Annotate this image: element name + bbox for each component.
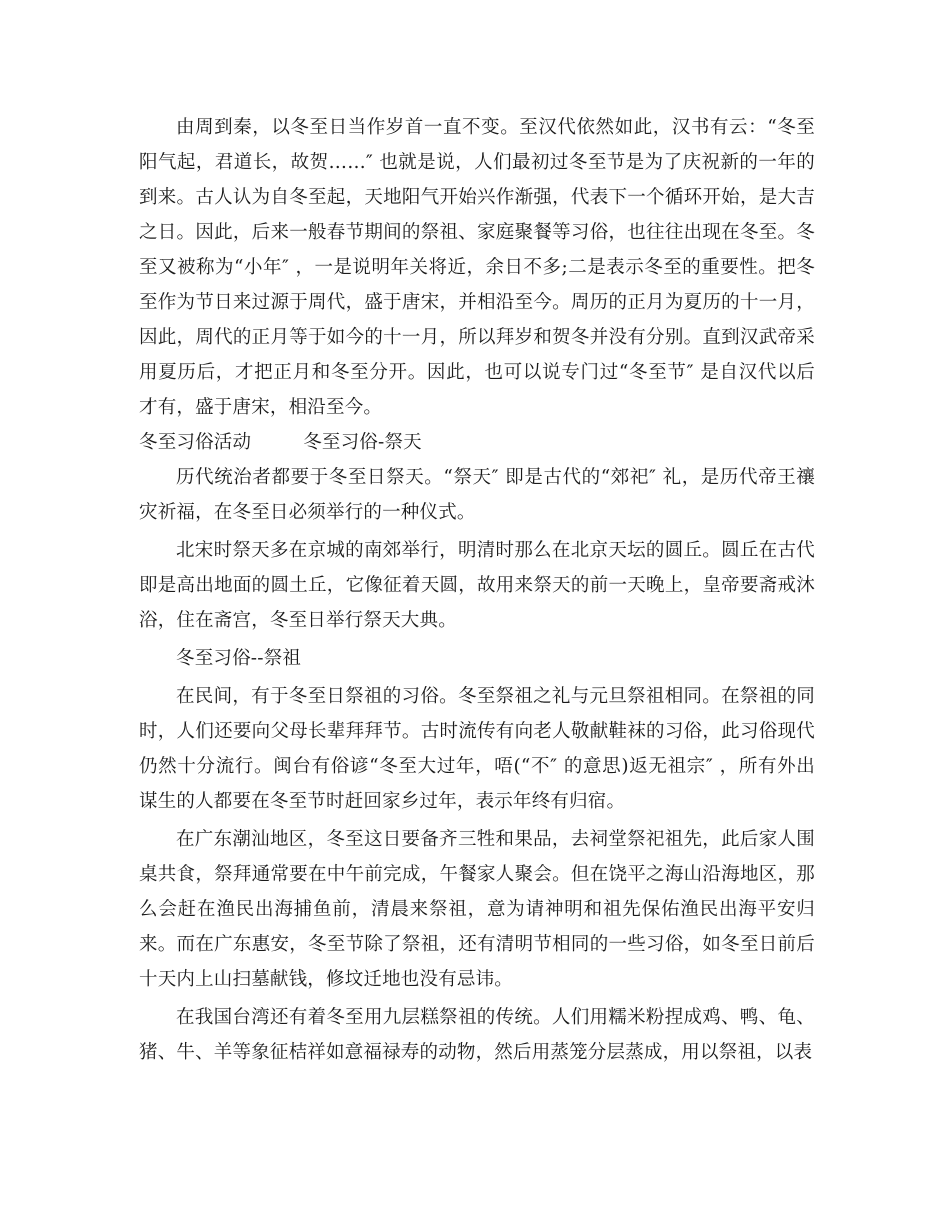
paragraph-northern-song: 北宋时祭天多在京城的南郊举行，明清时那么在北京天坛的圆丘。圆丘在古代即是高出地面的圆土丘，它像征着天圆，故用来祭天的前一天晚上，皇帝要斋戒沐浴，住在斋宫，冬至日举行祭天大典。 [139,540,815,631]
section-heading-line [139,425,815,460]
paragraph-folk-custom: 在民间，有于冬至日祭祖的习俗。冬至祭祖之礼与元旦祭祖相同。在祭祖的同时，人们还要向父母长辈拜拜节。古时流传有向老人敬献鞋袜的习俗，此习俗现代仍然十分流行。闽台有俗谚“冬至大过年，唔(“不″ 的意思)返无祖宗″ ，所有外出谋生的人都要在冬至节时赶回家乡过年，表示年终有归宿。 [139,686,815,812]
paragraph-guangdong: 在广东潮汕地区，冬至这日要备齐三牲和果品，去祠堂祭祀祖先，此后家人围桌共食，祭拜通常要在中午前完成，午餐家人聚会。但在饶平之海山沿海地区，那么会赶在渔民出海捕鱼前，清晨来祭祖，意为请神明和祖先保佑渔民出海平安归来。而在广东惠安，冬至节除了祭祖，还有清明节相同的一些习俗，如冬至日前后十天内上山扫墓献钱，修坟迁地也没有忌讳。 [139,829,815,990]
paragraph-taiwan: 在我国台湾还有着冬至用九层糕祭祖的传统。人们用糯米粉捏成鸡、鸭、龟、猪、牛、羊等象征桔祥如意福禄寿的动物，然后用蒸笼分层蒸成，用以祭祖，以表 [139,1007,815,1063]
section-subtitle: 冬至习俗-祭天 [303,432,422,453]
paragraph-dongzhi-origin: 由周到秦，以冬至日当作岁首一直不变。至汉代依然如此，汉书有云：“冬至阳气起，君道长，故贺……″ 也就是说，人们最初过冬至节是为了庆祝新的一年的到来。古人认为自冬至起，天地阳气开始兴作渐强，代表下一个循环开始，是大吉之日。因此，后来一般春节期间的祭祖、家庭聚餐等习俗，也往往出现在冬至。冬至又被称为“小年″ ，一是说明年关将近，余日不多;二是表示冬至的重要性。把冬至作为节日来过源于周代，盛于唐宋，并相沿至今。周历的正月为夏历的十一月，因此，周代的正月等于如今的十一月，所以拜岁和贺冬并没有分别。直到汉武帝采用夏历后，才把正月和冬至分开。因此，也可以说专门过“冬至节″ 是自汉代以后才有，盛于唐宋，相沿至今。 [139,117,815,418]
document-body [139,110,815,1070]
paragraph-worship-heaven: 历代统治者都要于冬至日祭天。“祭天″ 即是古代的“郊祀″ 礼，是历代帝王禳灾祈福，在冬至日必须举行的一种仪式。 [139,467,815,523]
subheading-ancestor-worship: 冬至习俗--祭祖 [176,648,302,669]
section-title: 冬至习俗活动 [139,432,252,453]
